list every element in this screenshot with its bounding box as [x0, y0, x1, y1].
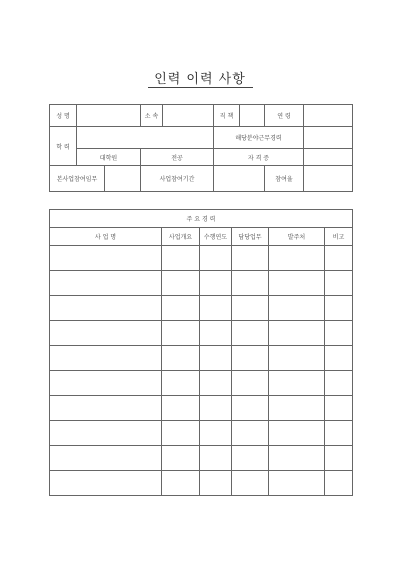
participation-rate-field[interactable]: [304, 166, 353, 192]
year-cell[interactable]: [200, 296, 232, 321]
col-project-overview: 사업개요: [162, 228, 200, 246]
age-field[interactable]: [304, 105, 353, 127]
project-role-field[interactable]: [105, 166, 141, 192]
qualification-field[interactable]: [304, 149, 353, 166]
client-cell[interactable]: [269, 271, 325, 296]
year-cell[interactable]: [200, 321, 232, 346]
project-role-label: 본사업참여임무: [50, 166, 105, 192]
overview-cell[interactable]: [162, 421, 200, 446]
year-cell[interactable]: [200, 446, 232, 471]
overview-cell[interactable]: [162, 246, 200, 271]
project-name-cell[interactable]: [50, 271, 162, 296]
project-name-cell[interactable]: [50, 421, 162, 446]
project-name-cell[interactable]: [50, 471, 162, 496]
project-name-cell[interactable]: [50, 346, 162, 371]
position-field[interactable]: [240, 105, 265, 127]
career-header: 주 요 경 력: [50, 210, 353, 228]
overview-cell[interactable]: [162, 371, 200, 396]
duty-cell[interactable]: [232, 321, 269, 346]
duty-cell[interactable]: [232, 446, 269, 471]
col-remarks: 비고: [325, 228, 353, 246]
career-table: [49, 209, 353, 496]
table-row: [50, 446, 353, 471]
overview-cell[interactable]: [162, 446, 200, 471]
table-row: [50, 396, 353, 421]
age-label: 연 령: [265, 105, 304, 127]
document-title: 인력 이력 사항: [154, 72, 246, 87]
table-row: [50, 271, 353, 296]
project-name-cell[interactable]: [50, 371, 162, 396]
project-name-cell[interactable]: [50, 446, 162, 471]
table-row: [50, 346, 353, 371]
education-field[interactable]: [77, 127, 214, 149]
remarks-cell[interactable]: [325, 421, 353, 446]
overview-cell[interactable]: [162, 471, 200, 496]
remarks-cell[interactable]: [325, 371, 353, 396]
table-row: [50, 371, 353, 396]
overview-cell[interactable]: [162, 346, 200, 371]
qualification-label: 자 격 증: [214, 149, 304, 166]
personal-info-table: [49, 104, 353, 192]
table-row: [50, 296, 353, 321]
remarks-cell[interactable]: [325, 271, 353, 296]
year-cell[interactable]: [200, 271, 232, 296]
project-name-cell[interactable]: [50, 321, 162, 346]
year-cell[interactable]: [200, 421, 232, 446]
col-year: 수행연도: [200, 228, 232, 246]
table-row: [50, 421, 353, 446]
affiliation-label: 소 속: [141, 105, 163, 127]
duty-cell[interactable]: [232, 421, 269, 446]
client-cell[interactable]: [269, 246, 325, 271]
duty-cell[interactable]: [232, 396, 269, 421]
year-cell[interactable]: [200, 471, 232, 496]
overview-cell[interactable]: [162, 296, 200, 321]
affiliation-field[interactable]: [163, 105, 214, 127]
project-name-cell[interactable]: [50, 296, 162, 321]
project-name-cell[interactable]: [50, 396, 162, 421]
col-project-name: 사 업 명: [50, 228, 162, 246]
client-cell[interactable]: [269, 296, 325, 321]
client-cell[interactable]: [269, 471, 325, 496]
year-cell[interactable]: [200, 371, 232, 396]
overview-cell[interactable]: [162, 321, 200, 346]
table-row: [50, 321, 353, 346]
name-field[interactable]: [77, 105, 141, 127]
overview-cell[interactable]: [162, 396, 200, 421]
client-cell[interactable]: [269, 346, 325, 371]
participation-period-label: 사업참여기간: [141, 166, 214, 192]
remarks-cell[interactable]: [325, 396, 353, 421]
participation-rate-label: 참여율: [265, 166, 304, 192]
remarks-cell[interactable]: [325, 296, 353, 321]
project-name-cell[interactable]: [50, 246, 162, 271]
year-cell[interactable]: [200, 346, 232, 371]
table-row: [50, 471, 353, 496]
client-cell[interactable]: [269, 446, 325, 471]
field-experience-field[interactable]: [304, 127, 353, 149]
client-cell[interactable]: [269, 371, 325, 396]
table-row: [50, 246, 353, 271]
major-label: 전공: [141, 149, 214, 166]
title-underline: [148, 87, 253, 88]
client-cell[interactable]: [269, 321, 325, 346]
year-cell[interactable]: [200, 246, 232, 271]
year-cell[interactable]: [200, 396, 232, 421]
duty-cell[interactable]: [232, 271, 269, 296]
remarks-cell[interactable]: [325, 446, 353, 471]
duty-cell[interactable]: [232, 346, 269, 371]
remarks-cell[interactable]: [325, 346, 353, 371]
education-label: 학 력: [50, 127, 77, 166]
duty-cell[interactable]: [232, 296, 269, 321]
remarks-cell[interactable]: [325, 321, 353, 346]
duty-cell[interactable]: [232, 371, 269, 396]
client-cell[interactable]: [269, 421, 325, 446]
name-label: 성 명: [50, 105, 77, 127]
client-cell[interactable]: [269, 396, 325, 421]
duty-cell[interactable]: [232, 471, 269, 496]
col-duty: 담당업무: [232, 228, 269, 246]
col-client: 발주처: [269, 228, 325, 246]
remarks-cell[interactable]: [325, 246, 353, 271]
participation-period-field[interactable]: [214, 166, 265, 192]
field-experience-label: 해당분야근무경력: [214, 127, 304, 149]
duty-cell[interactable]: [232, 246, 269, 271]
overview-cell[interactable]: [162, 271, 200, 296]
university-label: 대학원: [77, 149, 141, 166]
remarks-cell[interactable]: [325, 471, 353, 496]
position-label: 직 책: [214, 105, 240, 127]
